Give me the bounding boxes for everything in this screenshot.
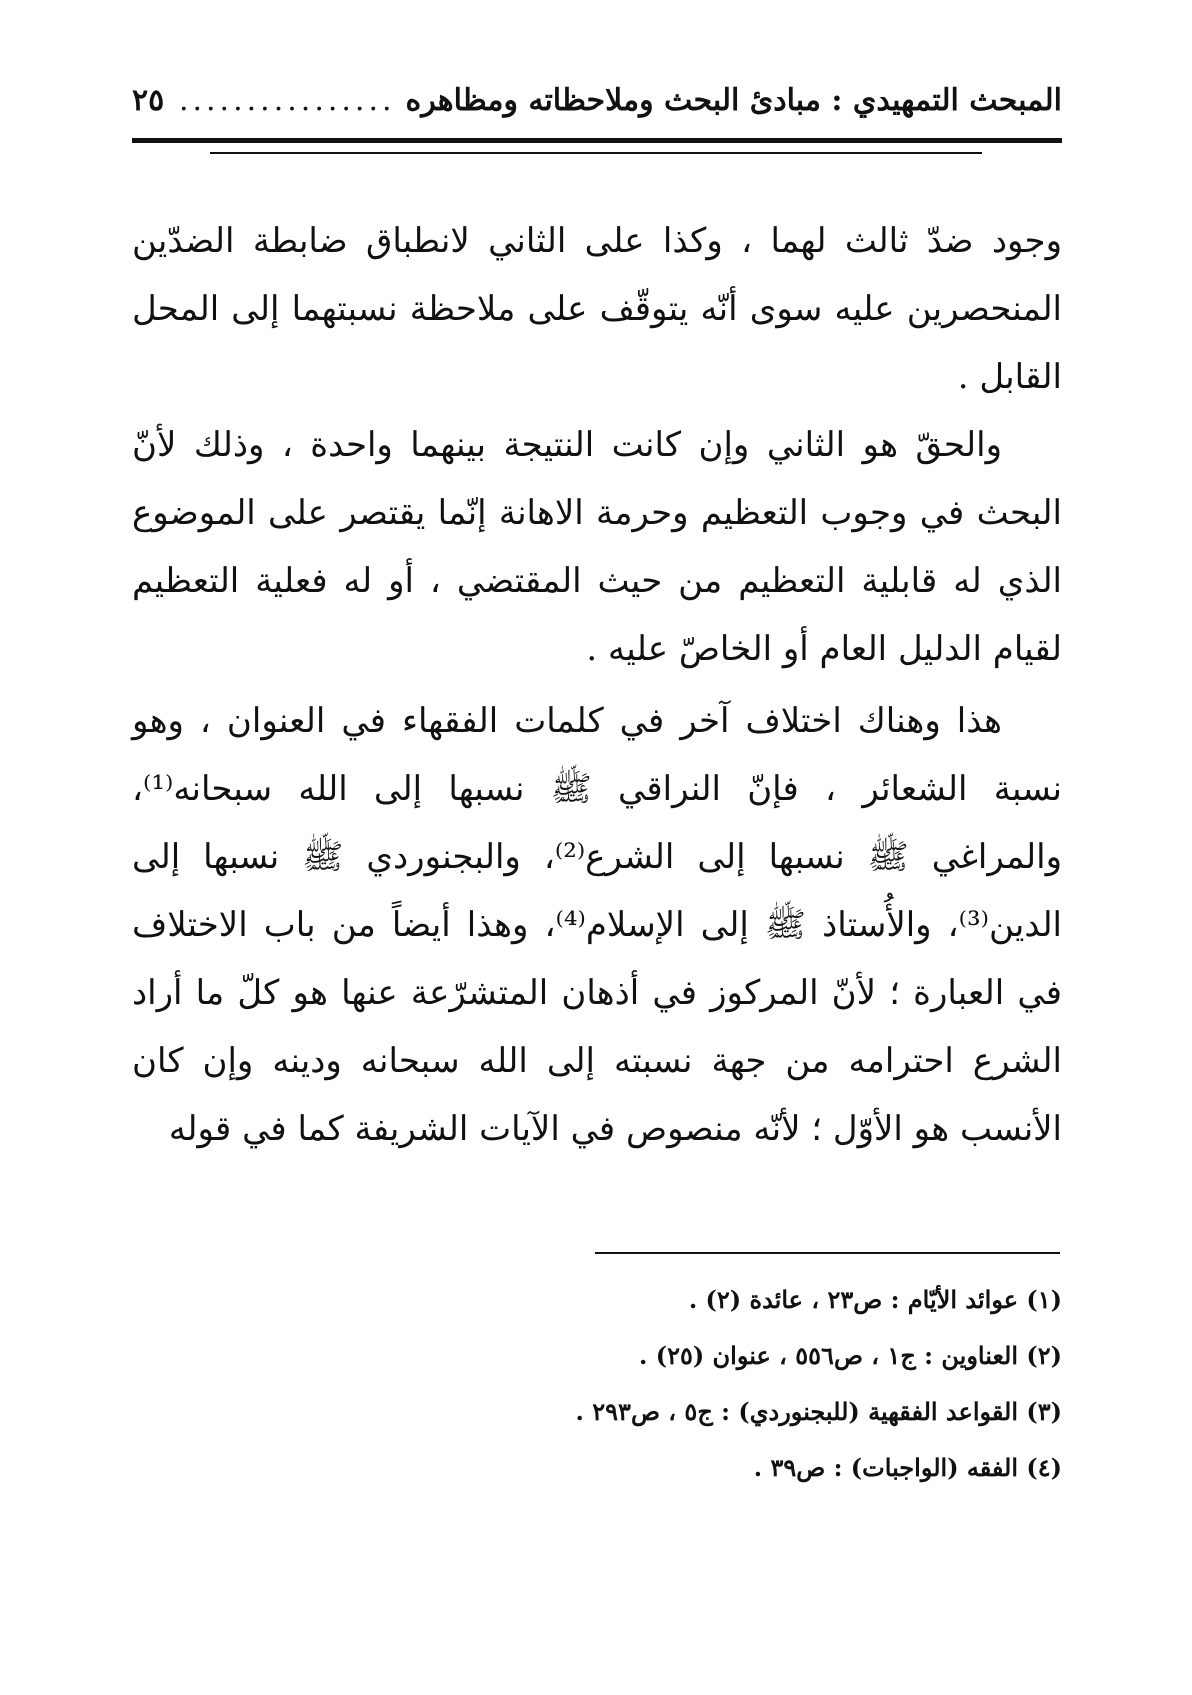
header-leader-dots: ................ bbox=[178, 82, 396, 118]
main-text bbox=[132, 207, 1062, 1163]
footnote-2: (٢) العناوين : ج١ ، ص٥٥٦ ، عنوان (٢٥) . bbox=[638, 1341, 1062, 1370]
footnote-1: (١) عوائد الأيّام : ص٢٣ ، عائدة (٢) . bbox=[688, 1285, 1062, 1314]
paragraph-continuation: وجود ضدّ ثالث لهما ، وكذا على الثاني لانطباق ضابطة الضدّين المنحصرين عليه سوى أنّه يتوقّف على ملاحظة نسبتهما إلى المحل القابل . bbox=[132, 221, 1062, 397]
header-rule-thick bbox=[132, 138, 1062, 143]
footnote-4: (٤) الفقه (الواجبات) : ص٣٩ . bbox=[753, 1453, 1062, 1482]
running-header bbox=[132, 70, 1062, 130]
chapter-title: المبحث التمهيدي : مبادئ البحث وملاحظاته ومظاهره bbox=[405, 82, 1062, 118]
footnote-3: (٣) القواعد الفقهية (للبجنوردي) : ج٥ ، ص٢٩٣ . bbox=[575, 1397, 1062, 1426]
footnotes bbox=[132, 1272, 1062, 1496]
paragraph: والحقّ هو الثاني وإن كانت النتيجة بينهما واحدة ، وذلك لأنّ البحث في وجوب التعظيم وحرمة الاهانة إنّما يقتصر على الموضوع الذي له قابلية التعظيم من حيث المقتضي ، أو له فعلية التعظيم لقيام الدليل العام أو الخاصّ عليه . bbox=[132, 425, 1062, 669]
header-rule-thin bbox=[210, 152, 982, 154]
footnote-separator bbox=[595, 1252, 1060, 1254]
page-number: ٢٥ bbox=[132, 82, 165, 118]
paragraph: هذا وهناك اختلاف آخر في كلمات الفقهاء في العنوان ، وهو نسبة الشعائر ، فإنّ النراقي ﷺ نسبها إلى الله سبحانه⁽¹⁾، والمراغي ﷺ نسبها إلى الشرع⁽²⁾، والبجنوردي ﷺ نسبها إلى الدين⁽³⁾، والأُستاذ ﷺ إلى الإسلام⁽⁴⁾، وهذا أيضاً من باب الاختلاف في العبارة ؛ لأنّ المركوز في أذهان المتشرّعة عنها هو كلّ ما أراد الشرع احترامه من جهة نسبته إلى الله سبحانه ودينه وإن كان الأنسب هو الأوّل ؛ لأنّه منصوص في الآيات الشريفة كما في قوله bbox=[132, 701, 1063, 1149]
